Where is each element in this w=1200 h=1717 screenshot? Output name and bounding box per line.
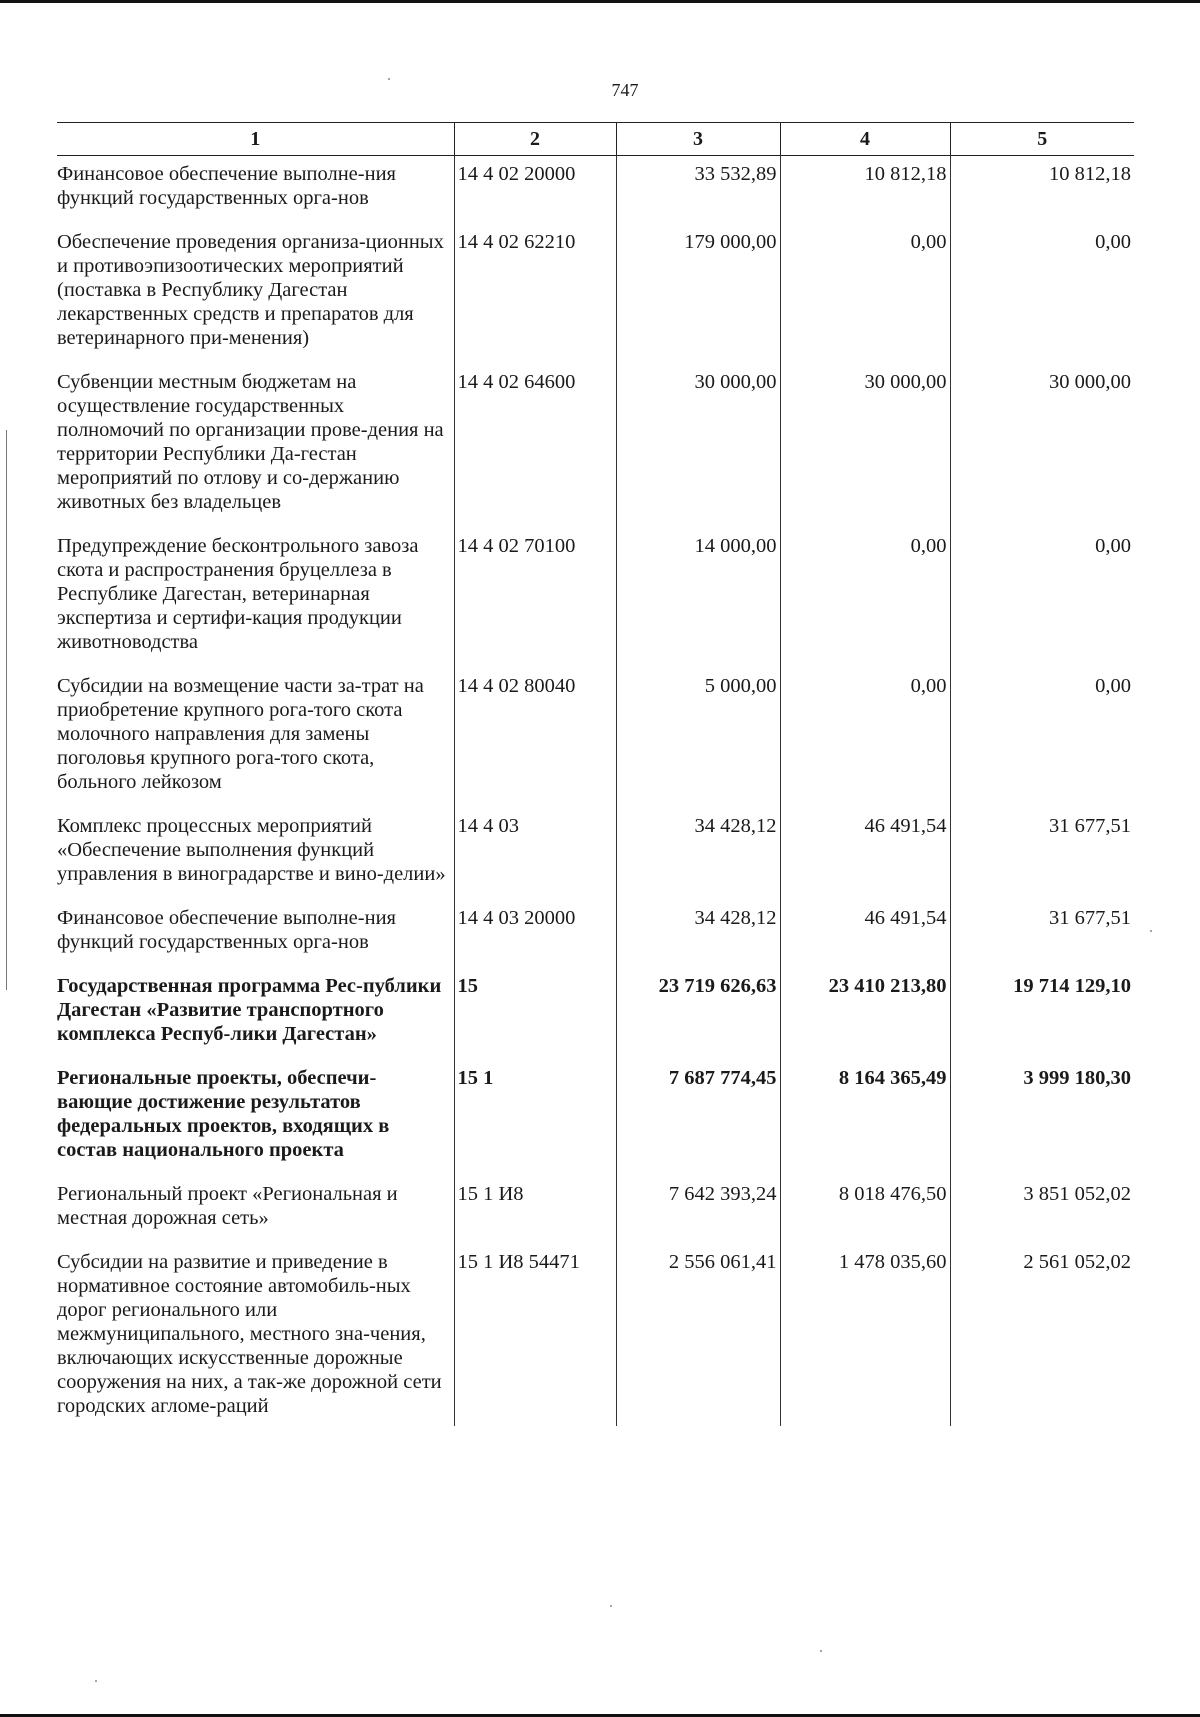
table-row [57,156,1134,225]
row-value-col4: 30 000,00 [780,364,950,528]
row-code: 14 4 02 64600 [454,364,616,528]
row-name: Обеспечение проведения организа-ционных и противоэпизоотических мероприятий (поставка в Республику Дагестан лекарственных средств и препаратов для ветеринарного при-менения) [57,224,454,364]
row-value-col4: 46 491,54 [780,900,950,968]
table-row [57,224,1134,364]
table-row [57,364,1134,528]
row-code: 15 [454,968,616,1060]
row-name: Государственная программа Рес-публики Дагестан «Развитие транспортного комплекса Респуб-лики Дагестан» [57,968,454,1060]
row-value-col4: 8 018 476,50 [780,1176,950,1244]
row-name: Региональный проект «Региональная и местная дорожная сеть» [57,1176,454,1244]
row-value-col3: 14 000,00 [616,528,780,668]
column-header-1: 1 [57,123,454,156]
row-value-col5: 31 677,51 [950,808,1134,900]
column-header-2: 2 [454,123,616,156]
top-border [0,0,1200,3]
row-value-col4: 10 812,18 [780,156,950,225]
row-value-col4: 0,00 [780,668,950,808]
scan-speck [1150,930,1152,932]
row-value-col3: 7 642 393,24 [616,1176,780,1244]
table-row-program [57,968,1134,1060]
row-value-col3: 7 687 774,45 [616,1060,780,1176]
page-number: 747 [611,80,639,100]
row-value-col3: 34 428,12 [616,900,780,968]
budget-table [57,122,1134,1426]
scan-speck [610,1605,612,1607]
column-header-4: 4 [780,123,950,156]
row-name: Предупреждение бесконтрольного завоза скота и распространения бруцеллеза в Республике Дагестан, ветеринарная экспертиза и сертифи-кация продукции животноводства [57,528,454,668]
row-code: 15 1 [454,1060,616,1176]
row-name: Субвенции местным бюджетам на осуществление государственных полномочий по организации прове-дения на территории Республики Да-гестан мероприятий по отлову и со-держанию животных без владельцев [57,364,454,528]
table-row-projects [57,1060,1134,1176]
row-value-col3: 2 556 061,41 [616,1244,780,1426]
table-row [57,900,1134,968]
row-value-col4: 46 491,54 [780,808,950,900]
row-value-col3: 179 000,00 [616,224,780,364]
table-row [57,668,1134,808]
row-name: Финансовое обеспечение выполне-ния функций государственных орга-нов [57,900,454,968]
scan-speck [95,1680,97,1682]
row-code: 14 4 03 [454,808,616,900]
row-value-col4: 1 478 035,60 [780,1244,950,1426]
column-header-3: 3 [616,123,780,156]
row-name: Субсидии на возмещение части за-трат на приобретение крупного рога-того скота молочного направления для замены поголовья крупного рога-того скота, больного лейкозом [57,668,454,808]
row-value-col3: 23 719 626,63 [616,968,780,1060]
row-value-col4: 23 410 213,80 [780,968,950,1060]
row-code: 15 1 И8 [454,1176,616,1244]
row-value-col3: 34 428,12 [616,808,780,900]
row-value-col3: 5 000,00 [616,668,780,808]
row-value-col5: 0,00 [950,668,1134,808]
column-header-5: 5 [950,123,1134,156]
row-code: 14 4 02 80040 [454,668,616,808]
row-value-col3: 33 532,89 [616,156,780,225]
row-value-col5: 3 851 052,02 [950,1176,1134,1244]
row-name: Комплекс процессных мероприятий «Обеспечение выполнения функций управления в виноградарстве и вино-делии» [57,808,454,900]
scan-speck [820,1650,822,1652]
row-value-col5: 10 812,18 [950,156,1134,225]
row-name: Региональные проекты, обеспечи-вающие достижение результатов федеральных проектов, входящих в состав национального проекта [57,1060,454,1176]
row-value-col4: 0,00 [780,528,950,668]
row-name: Финансовое обеспечение выполне-ния функций государственных орга-нов [57,156,454,225]
row-value-col4: 8 164 365,49 [780,1060,950,1176]
table-header-row [57,123,1134,156]
row-value-col4: 0,00 [780,224,950,364]
row-value-col5: 19 714 129,10 [950,968,1134,1060]
row-value-col5: 3 999 180,30 [950,1060,1134,1176]
table-row [57,528,1134,668]
row-value-col5: 0,00 [950,224,1134,364]
table-row [57,808,1134,900]
table-row [57,1244,1134,1426]
table-row [57,1176,1134,1244]
row-value-col3: 30 000,00 [616,364,780,528]
scan-margin-line [6,430,7,990]
row-name: Субсидии на развитие и приведение в нормативное состояние автомобиль-ных дорог регионального или межмуниципального, местного зна-чения, включающих искусственные дорожные сооружения на них, а так-же дорожной сети городских агломе-раций [57,1244,454,1426]
row-code: 14 4 02 70100 [454,528,616,668]
row-value-col5: 31 677,51 [950,900,1134,968]
scan-speck [388,78,390,80]
row-code: 15 1 И8 54471 [454,1244,616,1426]
row-code: 14 4 02 20000 [454,156,616,225]
row-code: 14 4 02 62210 [454,224,616,364]
row-value-col5: 2 561 052,02 [950,1244,1134,1426]
row-code: 14 4 03 20000 [454,900,616,968]
row-value-col5: 0,00 [950,528,1134,668]
row-value-col5: 30 000,00 [950,364,1134,528]
